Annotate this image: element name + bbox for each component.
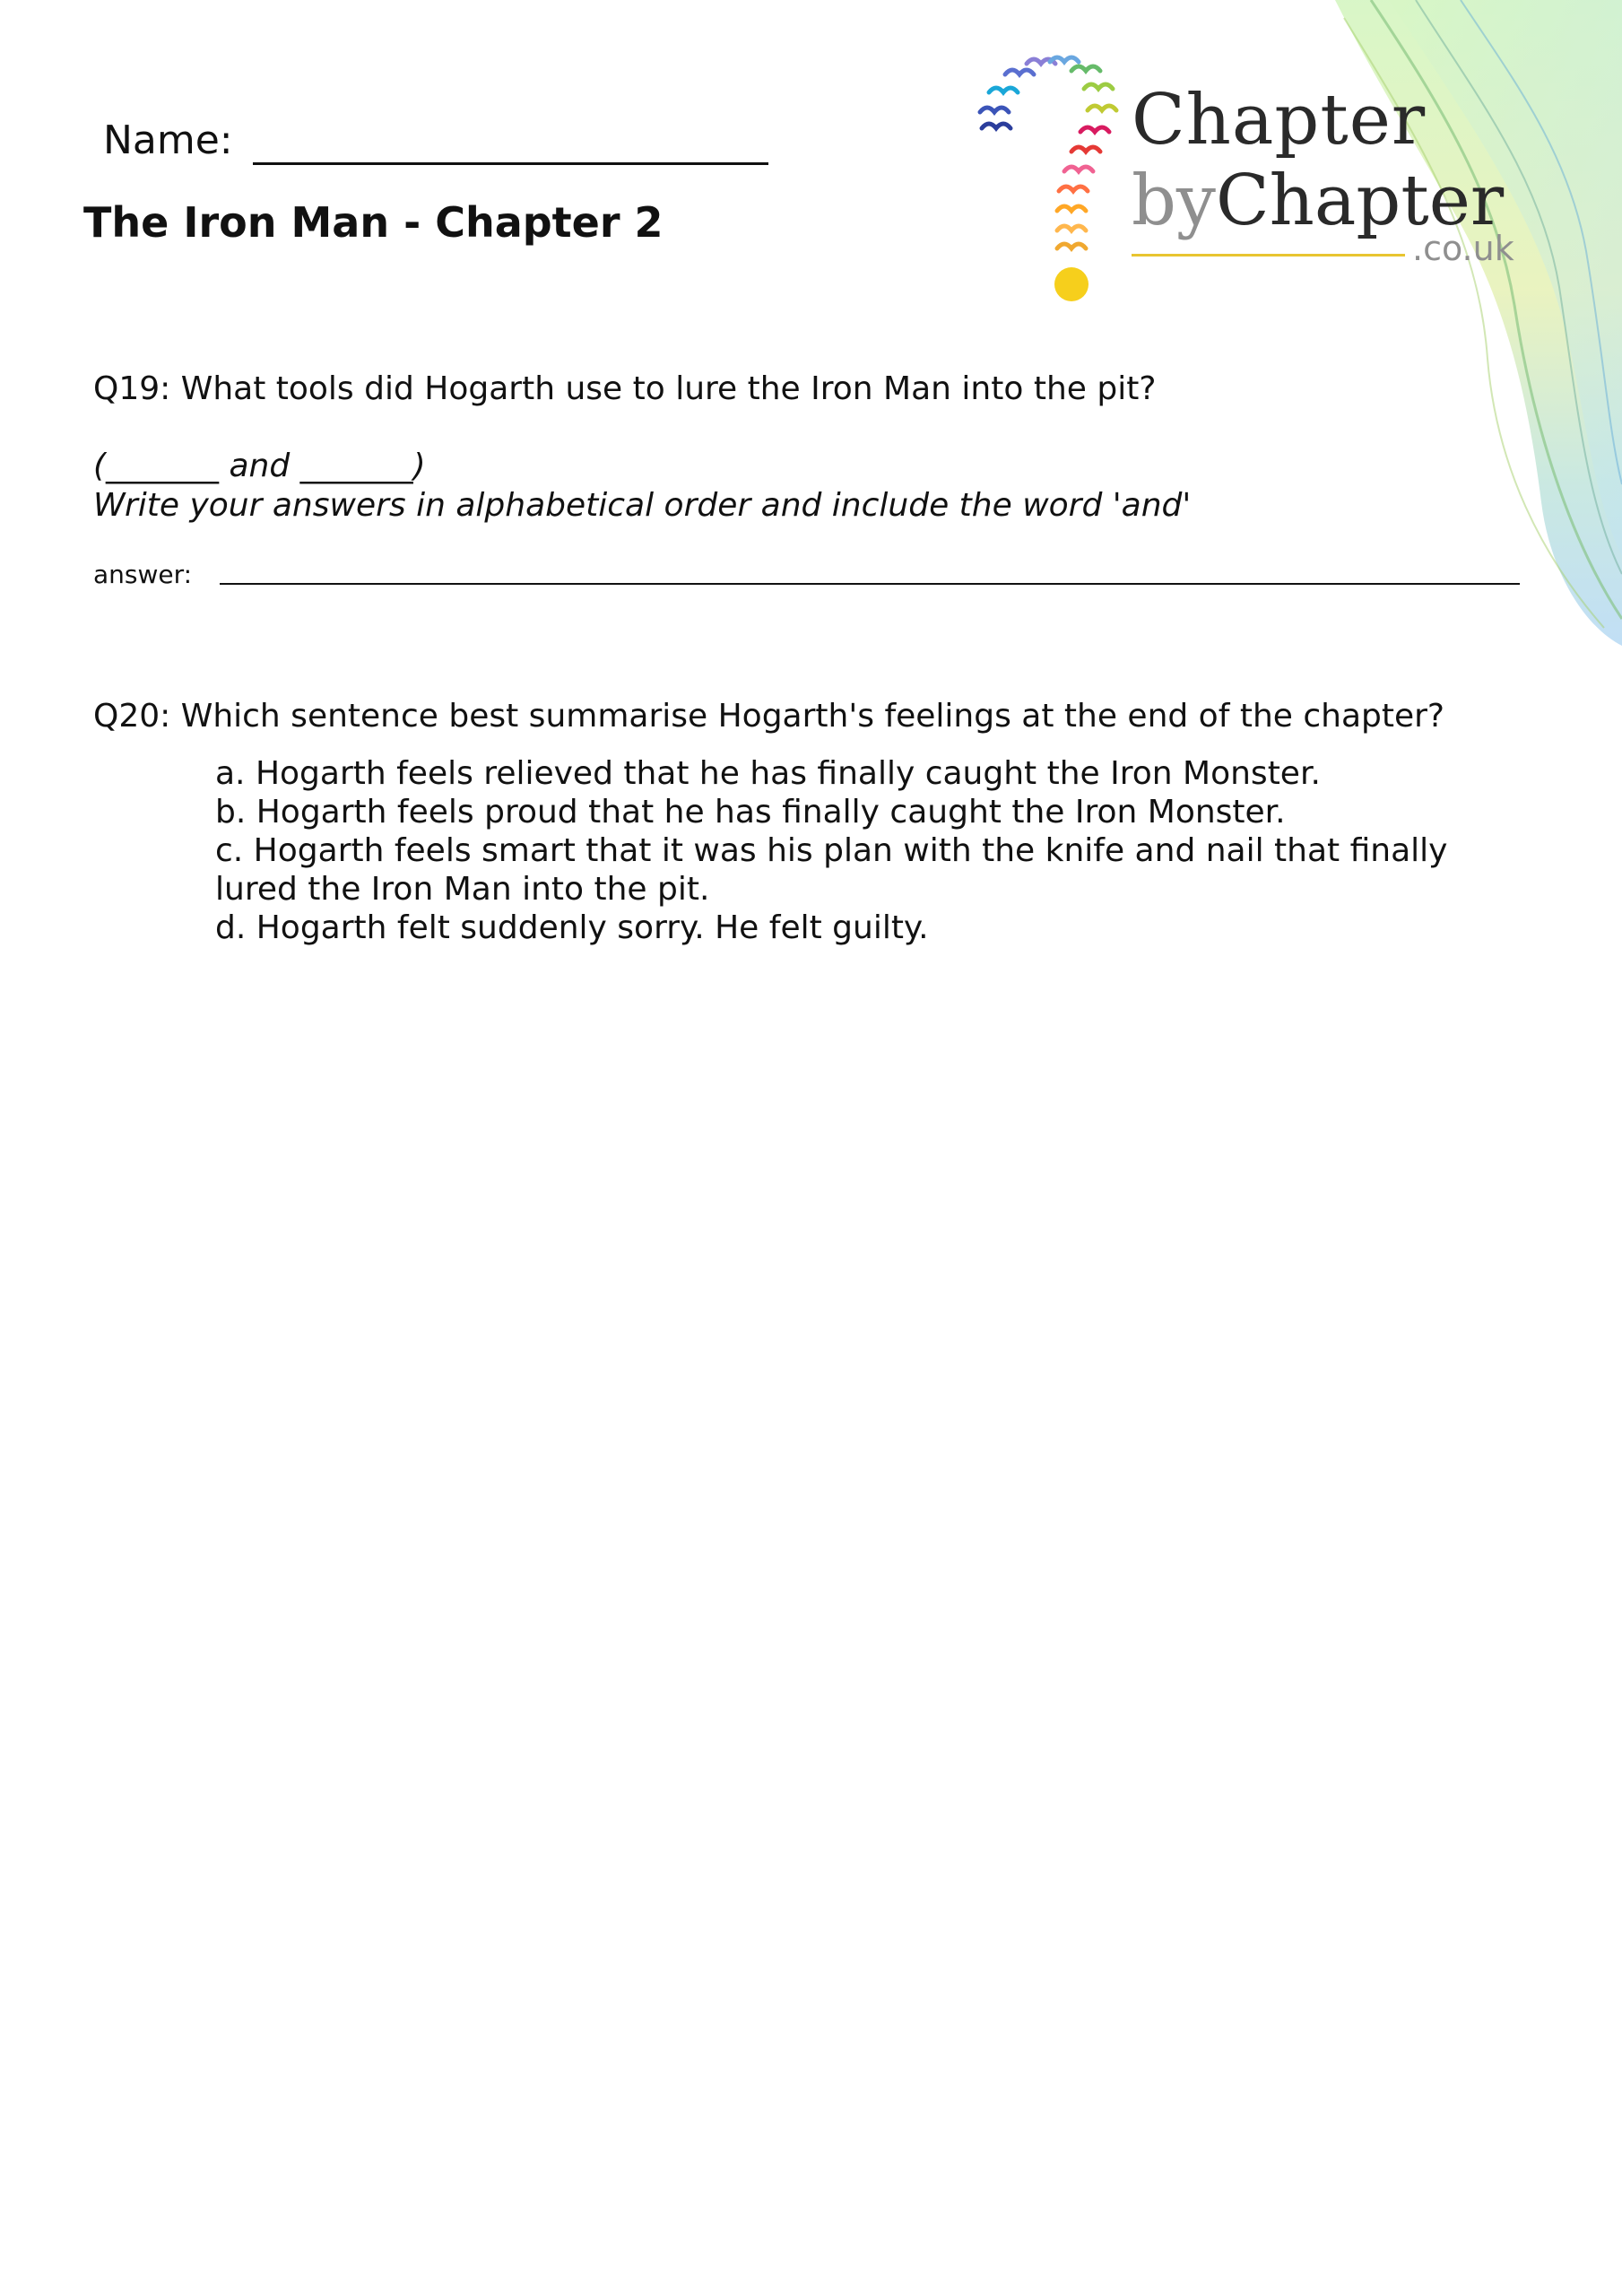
answer-field-line[interactable] [220, 583, 1520, 585]
q20-option-b[interactable]: b. Hogarth feels proud that he has finally caught the Iron Monster. [215, 794, 1286, 831]
name-label: Name: [103, 117, 233, 163]
brand-chapter: Chapter [1216, 161, 1505, 241]
q20-option-c[interactable]: c. Hogarth feels smart that it was his plan with the knife and nail that finally lured the Iron Man into the pit. [215, 832, 1448, 908]
q19-instruction: Write your answers in alphabetical order and include the word 'and' [93, 487, 1192, 524]
answer-label: answer: [93, 560, 193, 589]
q20-options [215, 754, 1497, 947]
brand-name-chapter: Chapter [1132, 80, 1427, 161]
name-field-line[interactable] [253, 162, 768, 165]
q19-blank-template: (_______ and _______) [93, 448, 426, 484]
q20-question: Q20: Which sentence best summarise Hogarth's feelings at the end of the chapter? [93, 698, 1445, 735]
brand-name-by-chapter [1132, 161, 1505, 241]
brand-domain: .co.uk [1412, 229, 1514, 268]
q20-option-d[interactable]: d. Hogarth felt suddenly sorry. He felt guilty. [215, 909, 929, 946]
brand-by: by [1132, 161, 1216, 241]
page-title: The Iron Man - Chapter 2 [83, 198, 664, 247]
q20-option-a[interactable]: a. Hogarth feels relieved that he has finally caught the Iron Monster. [215, 755, 1321, 792]
brand-underline [1132, 254, 1405, 257]
q19-question: Q19: What tools did Hogarth use to lure the Iron Man into the pit? [93, 370, 1157, 407]
